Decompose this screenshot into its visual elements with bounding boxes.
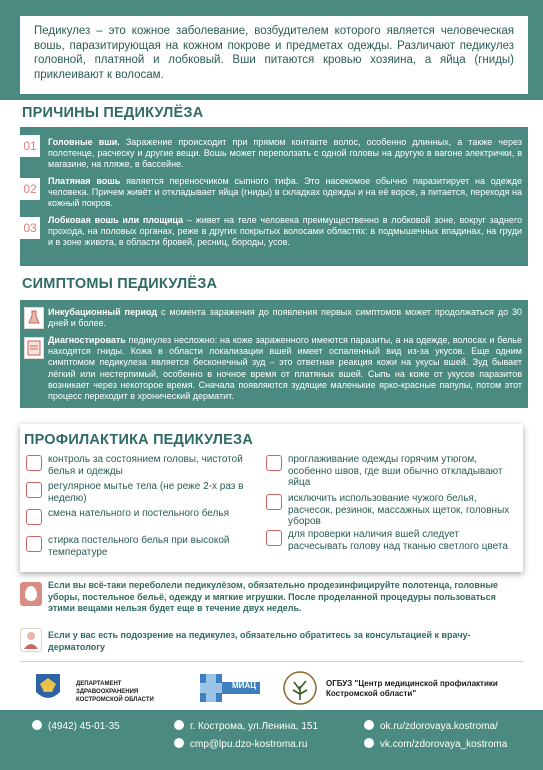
intro-text: Педикулез – это кожное заболевание, возбудителем которого является человеческая вошь, паразитирующая на кожном покрове и предметах одежды. Различают педикулез головной, платяной и лобковый. Вши питаются кровью хозяина, а яйца (гниды) приклеивают к волосам.	[20, 16, 528, 94]
symptom-head: Инкубационный период	[48, 307, 158, 317]
cause-number: 02	[20, 178, 40, 200]
prevention-item: смена нательного и постельного белья	[48, 508, 229, 519]
prevention-item: регулярное мытье тела (не реже 2-х раз в неделю)	[48, 481, 244, 504]
vk-text[interactable]: vk.com/zdorovaya_kostroma	[380, 739, 508, 750]
head-icon	[26, 455, 42, 471]
address-text: г. Кострома, ул.Ленина, 151	[190, 721, 319, 732]
divider	[20, 661, 523, 662]
symptoms-title: СИМПТОМЫ ПЕДИКУЛЁЗА	[22, 276, 218, 292]
address	[174, 720, 318, 733]
cause-body: является переносчиком сыпного тифа. Это насекомое обычно паразитирует на одежде человека. Причем живёт и откладывает яйца (гниды) в складках одежды и на её ворсе, а питается, переходя на кожный покров.	[48, 176, 522, 209]
dept-logo	[30, 670, 70, 706]
dept-name: ДЕПАРТАМЕНТ ЗДРАВООХРАНЕНИЯ КОСТРОМСКОЙ ОБЛАСТИ	[76, 681, 154, 703]
doctor-note: Если у вас есть подозрение на педикулез, обязательно обратитесь за консультацией к врачу-дерматологу	[48, 630, 471, 652]
cause-head: Головные вши.	[48, 137, 120, 147]
drop-icon	[20, 582, 42, 606]
prevention-item: исключить использование чужого белья, расчесок, резинок, массажных щеток, головных уборов	[288, 493, 510, 527]
footer	[0, 710, 543, 770]
phone-text: (4942) 45-01-35	[48, 721, 120, 732]
cause-body: Заражение происходит при прямом контакте волос, особенно длинных, а также через полотенце, расческу и другие вещи. Вошь может переползать с одной головы на другую в вагоне электрички, в магазине, на пляже, в бассейне.	[48, 137, 522, 170]
cause-number: 03	[20, 217, 40, 239]
ok-link[interactable]	[364, 720, 498, 733]
symptoms-panel	[20, 300, 528, 408]
phone-icon	[32, 720, 42, 730]
prevention-item: для проверки наличия вшей следует расчесывать голову над тканью светлого цвета	[288, 529, 508, 552]
washing-machine-icon	[26, 536, 42, 552]
mail-icon	[174, 738, 184, 748]
cause-text	[48, 176, 522, 210]
email-text[interactable]: cmp@lpu.dzo-kostroma.ru	[190, 739, 308, 750]
cause-number: 01	[20, 135, 40, 157]
symptom-body: педикулез несложно: на коже зараженного имеются паразиты, а на одежде, волосах и белье находятся гниды. Кожа в области локализации вшей имеет оспаленный вид из-за укусов. Еще одним симптомом педикулеза является бесконечный зуд – это ответная реакция кожи на укусы вшей. Зуд бывает лёгкий или нестерпимый, особенно в ночное время от платяных вшей. Сыпь на коже от укусов паразитов возникает через некоторое время. Сначала появляются зудящие маленькие ярко-красные папулы, потом этот процесс переходит в хронический дерматит.	[48, 335, 522, 402]
iron-icon	[266, 455, 282, 471]
bed-icon	[26, 509, 42, 525]
flask-icon	[24, 307, 44, 329]
causes-panel	[20, 127, 528, 266]
vk-link[interactable]	[364, 738, 507, 751]
center-name: ОГБУЗ "Центр медицинской профилактики Костромской области"	[326, 679, 498, 698]
no-sharing-icon	[266, 494, 282, 510]
phone	[32, 720, 120, 733]
clipboard-icon	[24, 337, 44, 359]
shower-icon	[26, 482, 42, 498]
symptom-body: с момента заражения до появления первых симптомов может продолжаться до 30 дней и более.	[48, 307, 522, 329]
doctor-icon	[20, 628, 42, 652]
cause-text	[48, 215, 522, 249]
disinfection-note: Если вы всё-таки переболели педикулёзом, обязательно продезинфицируйте полотенца, головные уборы, постельное бельё, одежду и мягкие игрушки. После проделанной процедуры пользоваться этими вещами нельзя будет еще в течение двух недель.	[48, 580, 499, 613]
prevention-box	[20, 424, 523, 572]
email[interactable]	[174, 738, 307, 751]
cause-body: – живет на теле человека преимущественно в лобковой зоне, вокруг заднего прохода, на половых органах, реже в других покрытых волосами областях: в подмышечных впадинах, на груди и в зоне живота, в области бровей, ресниц, бороды, усов.	[48, 215, 523, 248]
symptom-text	[48, 307, 522, 329]
cause-head: Лобковая вошь или площица	[48, 215, 184, 225]
ok-icon	[364, 720, 374, 730]
miac-name: МИАЦ	[232, 681, 257, 690]
cause-head: Платяная вошь	[48, 176, 121, 186]
location-icon	[174, 720, 184, 730]
cause-text	[48, 137, 522, 171]
prevention-item: проглаживание одежды горячим утюгом, особенно швов, где вши обычно откладывают яйца	[288, 454, 503, 488]
prevention-item: контроль за состоянием головы, чистотой белья и одежды	[48, 454, 243, 477]
ok-text[interactable]: ok.ru/zdorovaya.kostroma/	[380, 721, 498, 732]
comb-icon	[266, 530, 282, 546]
symptom-text	[48, 335, 522, 402]
causes-title: ПРИЧИНЫ ПЕДИКУЛЁЗА	[22, 105, 204, 121]
vk-icon	[364, 738, 374, 748]
prevention-title: ПРОФИЛАКТИКА ПЕДИКУЛЕЗА	[24, 432, 253, 448]
symptom-head: Диагностировать	[48, 335, 126, 345]
center-logo	[282, 670, 318, 706]
prevention-item: стирка постельного белья при высокой температуре	[48, 535, 230, 558]
